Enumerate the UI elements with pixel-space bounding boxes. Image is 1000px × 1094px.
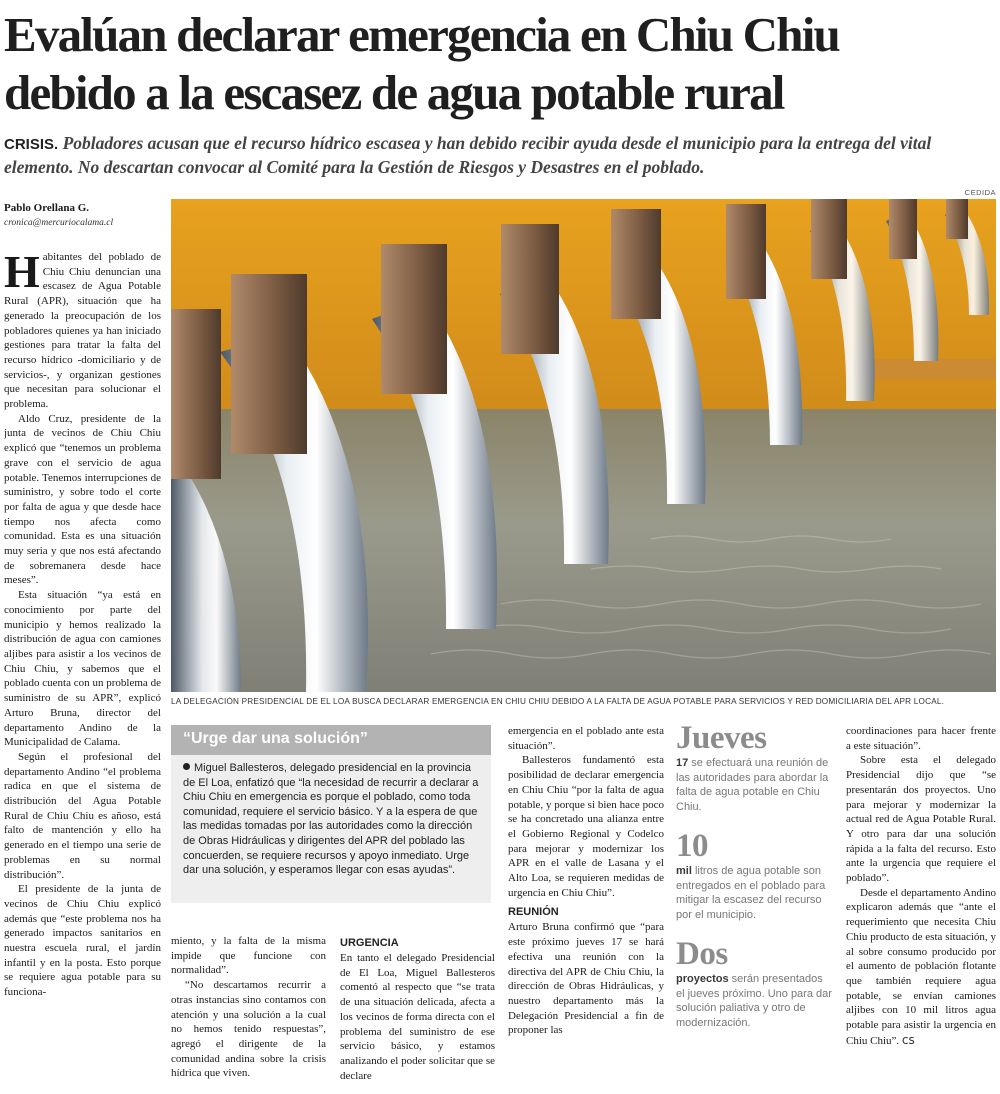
paragraph: emergencia en el poblado ante esta situación”. xyxy=(508,725,664,752)
stat-big: Dos xyxy=(676,936,728,972)
headline-line-1: Evalúan declarar emergencia en Chiu Chiu xyxy=(4,7,839,62)
paragraph: miento, y la falta de la misma impide que funcione con normalidad”. xyxy=(171,935,326,977)
paragraph: coordinaciones para hacer frente a este situación”. xyxy=(846,725,996,752)
bullet-icon xyxy=(183,763,190,770)
author-email: cronica@mercuriocalama.cl xyxy=(4,218,114,228)
stat-text: mil litros de agua potable son entregados en el poblado para mitigar la escasez del recurso por el municipio. xyxy=(676,865,826,921)
subhead-urgencia: URGENCIA xyxy=(340,937,399,949)
stat-big: 10 xyxy=(676,828,708,864)
stats-column xyxy=(676,720,834,1090)
stat-block xyxy=(676,936,834,1030)
byline: Pablo Orellana G. xyxy=(4,202,90,214)
stat-text: 17 se efectuará una reunión de las autoridades para abordar la falta de agua potable en Chiu Chiu. xyxy=(676,757,829,813)
deck xyxy=(4,132,994,179)
column-4 xyxy=(508,724,664,1094)
quote-box-text: Miguel Ballesteros, delegado presidencial en la provincia de El Loa, enfatizó que “la necesidad de recurrir a declarar a Chiu Chiu en emergencia es porque el poblado, como toda comunidad, requiere el servicio básico. Y a la espera de que las medidas tomadas por las autoridades como la dirección de Obras Hidráulicas y dirigentes del APR del poblado las concuerden, se requiere recursos y apoyo inmediato. Urge dar una solución, y esperamos llegar con esas ayudas”. xyxy=(183,762,479,877)
column-1 xyxy=(4,250,161,1092)
paragraph: Según el profesional del departamento Andino “el problema radica en que el sistema de distribución del Agua Potable Rural de Chiu Chiu es añoso, está falto de mantención y ello ha generado en el tiempo una serie de problemas en su normal distribución”. xyxy=(4,750,161,881)
subhead-reunion: REUNIÓN xyxy=(508,906,559,919)
paragraph: “No descartamos recurrir a otras instancias sino contamos con atención y una solución a la cual no hemos tenido respuestas”, agregó el dirigente de la comunidad andina sobre la crisis hídrica que viven. xyxy=(171,979,326,1080)
kicker: CRISIS. xyxy=(4,136,59,153)
quote-box-header xyxy=(171,725,491,755)
quote-box-title: “Urge dar una solución” xyxy=(183,730,368,747)
headline-line-2: debido a la escasez de agua potable rural xyxy=(4,65,784,120)
paragraph: Arturo Bruna confirmó que “para este próximo jueves 17 se hará efectiva una reunión con la directiva del APR de Chiu Chiu, la dirección de Obras Hidráulicas, y nuestro departamento más la Delegación Presidencial a fin de proponer las xyxy=(508,921,664,1037)
quote-box-body xyxy=(171,755,491,903)
end-mark: cs xyxy=(901,1032,915,1047)
photo-credit: CEDIDA xyxy=(964,188,996,197)
paragraph: Sobre esta el delegado Presidencial dijo que “se presentarán dos proyectos. Uno para mejorar y modernizar la actual red de Agua Potable Rural. Y otro para dar una solución rápida a la falta del recurso. Esto ante la urgencia que requiere el poblado”. xyxy=(846,754,996,885)
stat-big: Jueves xyxy=(676,720,767,756)
drop-cap: H xyxy=(4,250,40,297)
column-3 xyxy=(340,934,495,1094)
stat-block xyxy=(676,828,834,922)
paragraph: Desde el departamento Andino explicaron además que “ante el requerimiento que necesita Chiu Chiu producto de esta situación, y al sobre consumo producido por el aumento de población flotante que también requiere agua potable, se envían camiones aljibes con 10 mil litros agua potable para asistir la urgencia en Chiu Chiu”. cs xyxy=(846,886,996,1047)
water-channel-photo xyxy=(171,199,996,692)
paragraph: Esta situación “ya está en conocimiento por parte del municipio y hemos realizado la distribución de agua con camiones aljibes para asistir a los vecinos de Chiu Chiu, y sabemos que el poblado cuenta con un problema de suministro de su APR”, explicó Arturo Bruna, director del departamento Andino de la Municipalidad de Calama. xyxy=(4,589,161,749)
deck-text: Pobladores acusan que el recurso hídrico escasea y han debido recibir ayuda desde el municipio para la entrega del vital elemento. No descartan convocar al Comité para la Gestión de Riesgos y Desastres en el poblado. xyxy=(4,133,932,177)
paragraph: Ballesteros fundamentó esta posibilidad de declarar emergencia en Chiu Chiu “por la falta de agua potable, y porque si bien hace poco se ha concretado una alianza entre el Gobierno Regional y Codelco para mejorar y modernizar los APR en el valle de Lasana y el Alto Loa, se requieren medidas de urgencia en Chiu Chiu”. xyxy=(508,754,664,899)
paragraph: Aldo Cruz, presidente de la junta de vecinos de Chiu Chiu explicó que “tenemos un problema grave con el servicio de agua potable. Tenemos interrupciones de suministro, y sobre todo el corte por falta de agua y que desde hace tiempo nos afecta como comunidad. Esta es una situación muy seria y que nos está afectando de sobremanera desde hace meses”. xyxy=(4,412,161,587)
photo-caption: LA DELEGACIÓN PRESIDENCIAL DE EL LOA BUSCA DECLARAR EMERGENCIA EN CHIU CHIU DEBIDO A LA FALTA DE AGUA POTABLE PARA SERVICIOS Y RED DOMICILIARIA DEL APR LOCAL. xyxy=(171,697,945,706)
stat-text: proyectos serán presentados el jueves próximo. Uno para dar solución paliativa y otro de modernización. xyxy=(676,973,832,1029)
paragraph: En tanto el delegado Presidencial de El Loa, Miguel Ballesteros comentó al respecto que “se trata de una situación delicada, afecta a los vecinos de forma directa con el problema del suministro de ese servicio básico, y estamos analizando el poder solicitar que se declare xyxy=(340,952,495,1082)
water-channel-illustration xyxy=(171,199,996,692)
column-2 xyxy=(171,934,326,1094)
stat-block xyxy=(676,720,834,814)
paragraph: El presidente de la junta de vecinos de Chiu Chiu explicó además que “este problema nos ha generado impactos sanitarios en nuestra escuela rural, el jardín infantil y en la posta. Esto porque se requiere agua potable para su funciona- xyxy=(4,883,161,999)
paragraph: Habitantes del poblado de Chiu Chiu denuncian una escasez de Agua Potable Rural (APR), situación que ha generado la preocupación de los pobladores quienes ya han iniciado gestiones para tratar la falta del recurso hídrico -domiciliario y de servicios-, y organizan gestiones que necesitan para solucionar el problema. xyxy=(4,250,161,411)
column-6 xyxy=(846,724,996,1094)
headline xyxy=(4,6,996,122)
